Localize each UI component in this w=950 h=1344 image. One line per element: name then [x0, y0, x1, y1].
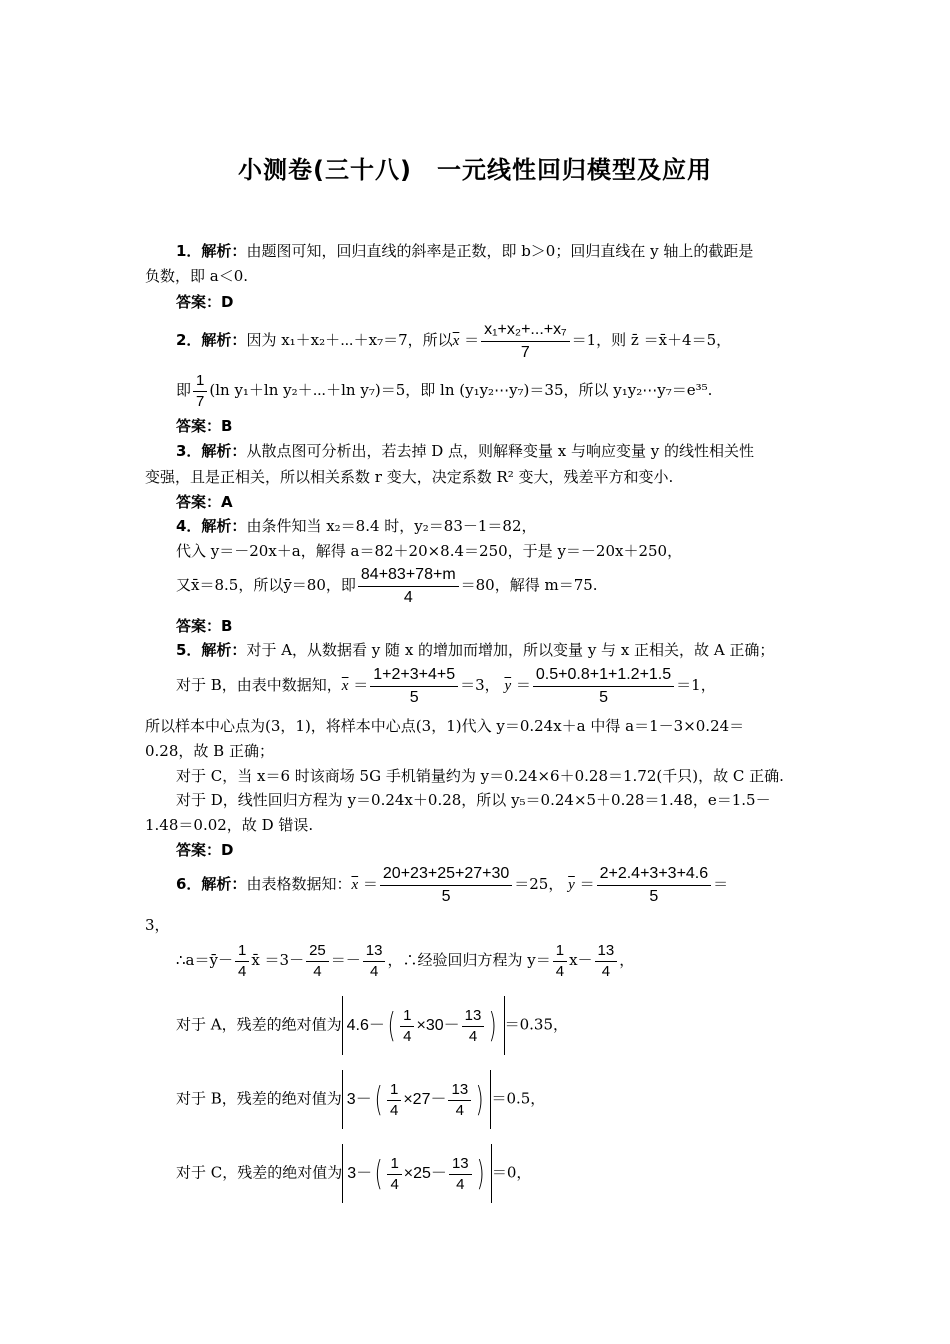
q5-answer: 答案：D — [176, 841, 234, 859]
residual-b: 对于 B，残差的绝对值为 3－( $\frac{1}{4}$ ×27－ $\frac{13}{4}$ ) ＝0.5， — [176, 1070, 545, 1129]
q6-label: 6．解析： — [176, 875, 247, 893]
x-bar: $\overline{x}$ — [452, 333, 460, 349]
q3-line1: 3．解析：从散点图可分析出，若去掉 D 点，则解释变量 x 与响应变量 y 的线性相关性 — [176, 442, 755, 460]
q6-line1: 6．解析：由表格数据知：$\overline{x}$ ＝ $\frac{20+23+25+27+30}{5}$ ＝25， $\overline{y}$ ＝ $\frac{2+2.4+3+3+4.6}{5}$ ＝ — [176, 862, 728, 908]
q2-line2: 即 $\frac{1}{7}$ (ln y₁＋ln y₂＋⋯＋ln y₇)＝5，即 ln (y₁y₂⋯y₇)＝35，所以 y₁y₂⋯y₇＝e³⁵. — [176, 371, 713, 410]
q4-line2: 代入 y＝－20x＋a，解得 a＝82＋20×8.4＝250，于是 y＝－20x＋250， — [176, 542, 683, 560]
abs-value: 4.6－( $\frac{1}{4}$ ×30－ $\frac{13}{4}$ ) — [342, 996, 505, 1055]
q2-label: 2．解析： — [176, 331, 247, 349]
q4-label: 4．解析： — [176, 517, 247, 535]
q5-line6: 对于 D，线性回归方程为 y＝0.24x＋0.28，所以 y₅＝0.24×5＋0.28＝1.48，e＝1.5－ — [176, 791, 771, 809]
q1-label: 1．解析： — [176, 242, 247, 260]
abs-value: 3－( $\frac{1}{4}$ ×27－ $\frac{13}{4}$ ) — [342, 1070, 492, 1129]
q5-line2: 对于 B，由表中数据知，$\overline{x}$ ＝ $\frac{1+2+3+4+5}{5}$ ＝3， $\overline{y}$ ＝ $\frac{0.5+0.8+1+1.2+1.5}{5}$ ＝1， — [176, 663, 716, 709]
q5-line5: 对于 C，当 x＝6 时该商场 5G 手机销量约为 y＝0.24×6＋0.28＝1.72(千只)，故 C 正确. — [176, 767, 784, 785]
q5-line4: 0.28，故 B 正确； — [145, 742, 274, 760]
q5-line7: 1.48＝0.02，故 D 错误. — [145, 816, 314, 834]
q2-seventh-fraction: $\frac{1}{7}$ — [193, 371, 207, 412]
residual-a: 对于 A，残差的绝对值为 4.6－( $\frac{1}{4}$ ×30－ $\frac{13}{4}$ ) ＝0.35， — [176, 996, 568, 1055]
q5-x-fraction: $\frac{1+2+3+4+5}{5}$ — [370, 664, 458, 709]
q5-y-fraction: $\frac{0.5+0.8+1+1.2+1.5}{5}$ — [533, 664, 674, 709]
q3-answer: 答案：A — [176, 493, 233, 511]
q6-equation: ∴a＝ȳ－ $\frac{1}{4}$ x̄ ＝3－ $\frac{25}{4}$ ＝－ $\frac{13}{4}$ ，∴经验回归方程为 y＝ $\frac{1}{4}$ x－ $\frac{13}{4}$ ， — [176, 941, 635, 980]
q2-answer: 答案：B — [176, 417, 233, 435]
q6-line2: 3， — [145, 916, 170, 934]
q1-line1: 1．解析：由题图可知，回归直线的斜率是正数，即 b＞0；回归直线在 y 轴上的截距是 — [176, 242, 754, 260]
q1-answer: 答案：D — [176, 293, 234, 311]
q4-answer: 答案：B — [176, 617, 233, 635]
q3-label: 3．解析： — [176, 442, 247, 460]
q2-mean-fraction: $\frac{\text{x₁+x₂+...+x₇}}{7}$ — [481, 319, 569, 364]
residual-c: 对于 C，残差的绝对值为 3－( $\frac{1}{4}$ ×25－ $\frac{13}{4}$ ) ＝0， — [176, 1144, 531, 1203]
q5-line3: 所以样本中心点为(3，1)，将样本中心点(3，1)代入 y＝0.24x＋a 中得 a＝1－3×0.24＝ — [145, 717, 745, 735]
q2-line1: 2．解析：因为 x₁＋x₂＋⋯＋x₇＝7，所以$\overline{x}$ ＝ $\frac{\text{x₁+x₂+...+x₇}}{7}$ ＝1，则 z̄ ＝x̄＋4＝5， — [176, 318, 731, 364]
q3-line2: 变强，且是正相关，所以相关系数 r 变大，决定系数 R² 变大，残差平方和变小. — [145, 468, 674, 486]
q4-line3: 又x̄＝8.5，所以ȳ＝80，即 $\frac{84+83+78+m}{4}$ ＝80，解得 m＝75. — [176, 563, 598, 609]
abs-value: 3－( $\frac{1}{4}$ ×25－ $\frac{13}{4}$ ) — [342, 1144, 492, 1203]
q4-fraction: $\frac{84+83+78+m}{4}$ — [358, 564, 459, 609]
q5-label: 5．解析： — [176, 641, 247, 659]
page-title: 小测卷(三十八) 一元线性回归模型及应用 — [238, 156, 712, 184]
q6-x-fraction: $\frac{20+23+25+27+30}{5}$ — [380, 863, 512, 908]
q6-y-fraction: $\frac{2+2.4+3+3+4.6}{5}$ — [597, 863, 712, 908]
q1-line2: 负数，即 a＜0. — [145, 267, 249, 285]
q4-line1: 4．解析：由条件知当 x₂＝8.4 时，y₂＝83－1＝82， — [176, 517, 537, 535]
q5-line1: 5．解析：对于 A，从数据看 y 随 x 的增加而增加，所以变量 y 与 x 正相关，故 A 正确； — [176, 641, 775, 659]
